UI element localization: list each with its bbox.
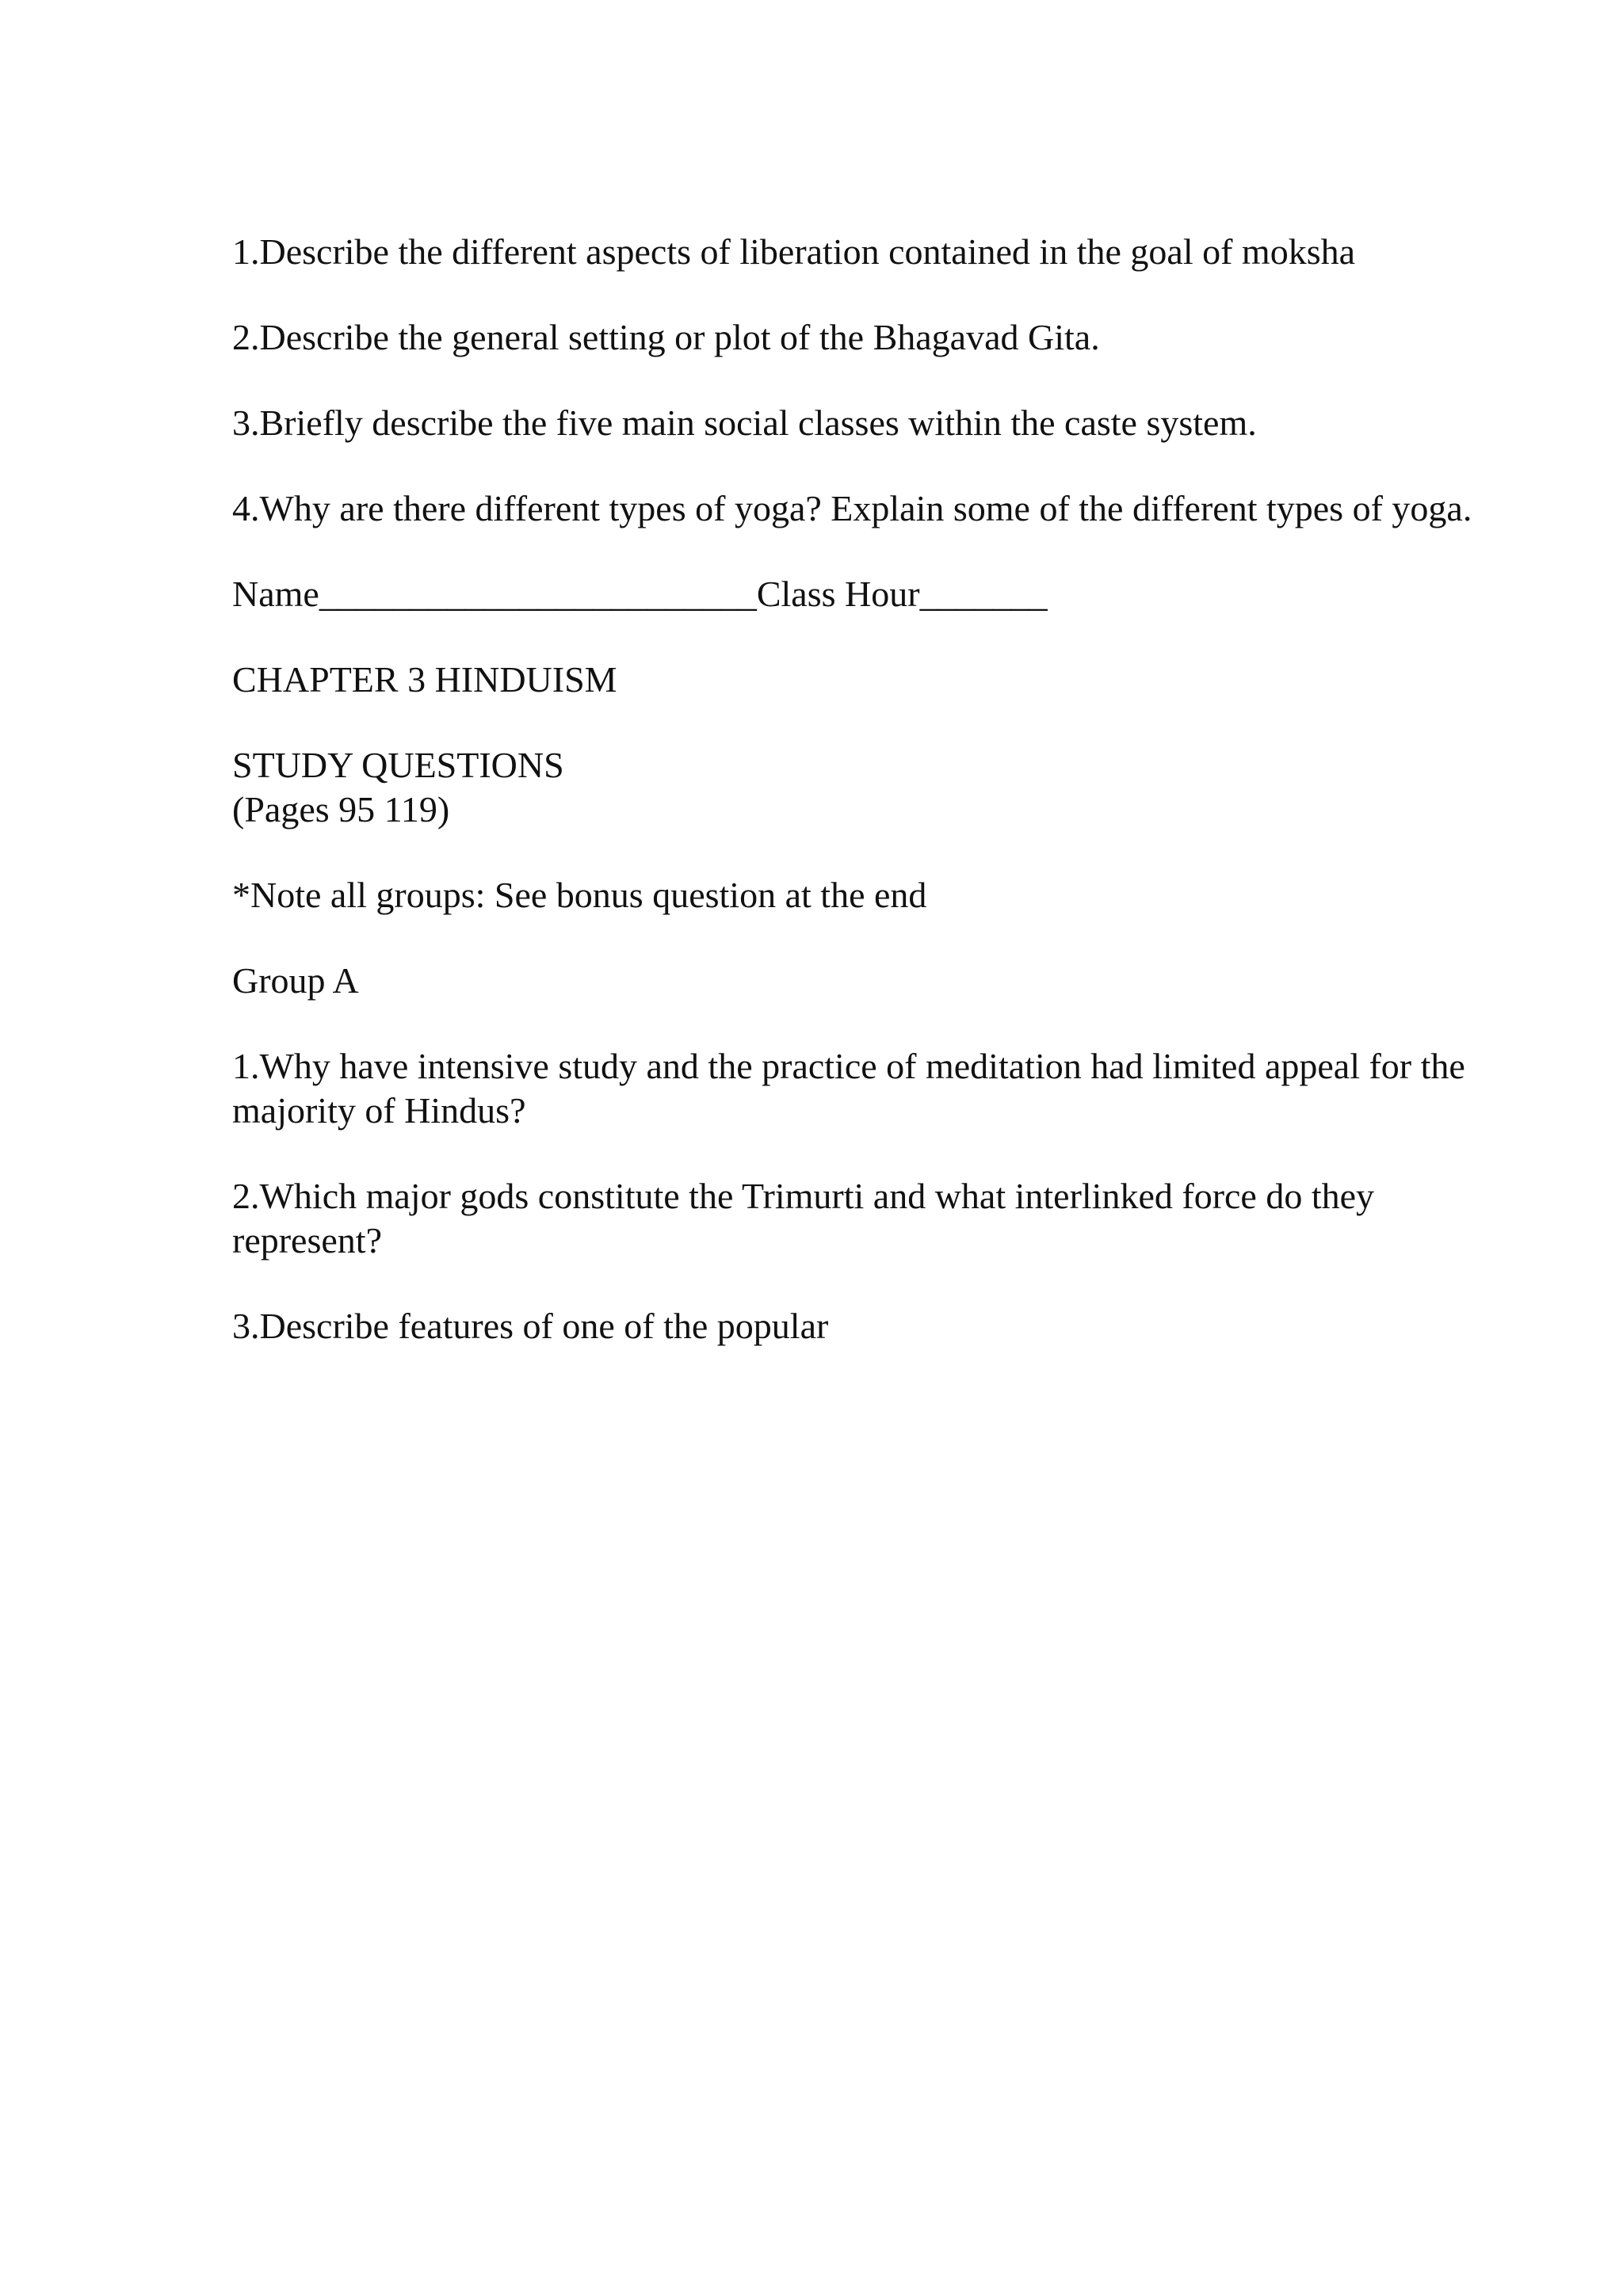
name-class-hour-line — [232, 572, 1500, 616]
class-hour-label: Class Hour — [756, 574, 920, 614]
study-questions-heading: STUDY QUESTIONS — [232, 745, 564, 785]
chapter-title: CHAPTER 3 HINDUISM — [232, 659, 617, 700]
intro-question-3: 3.Briefly describe the five main social classes within the caste system. — [232, 402, 1257, 443]
group-question-2: 2.Which major gods constitute the Trimurti and what interlinked force do they represent? — [232, 1176, 1375, 1261]
group-heading: Group A — [232, 960, 359, 1001]
group-question-3: 3.Describe features of one of the popular — [232, 1306, 829, 1346]
bonus-note: *Note all groups: See bonus question at the end — [232, 875, 927, 915]
intro-question-4: 4.Why are there different types of yoga? Explain some of the different types of yoga. — [232, 488, 1472, 528]
intro-question-2: 2.Describe the general setting or plot of the Bhagavad Gita. — [232, 317, 1100, 357]
class-hour-blank: _______ — [919, 574, 1048, 614]
name-label: Name — [232, 574, 319, 614]
intro-question-1: 1.Describe the different aspects of liberation contained in the goal of moksha — [232, 231, 1356, 272]
document-body — [232, 230, 1500, 1390]
name-blank: ________________________ — [319, 574, 757, 614]
pages-range: (Pages 95 119) — [232, 789, 450, 830]
group-question-1: 1.Why have intensive study and the practice of meditation had limited appeal for the majority of Hindus? — [232, 1046, 1465, 1131]
